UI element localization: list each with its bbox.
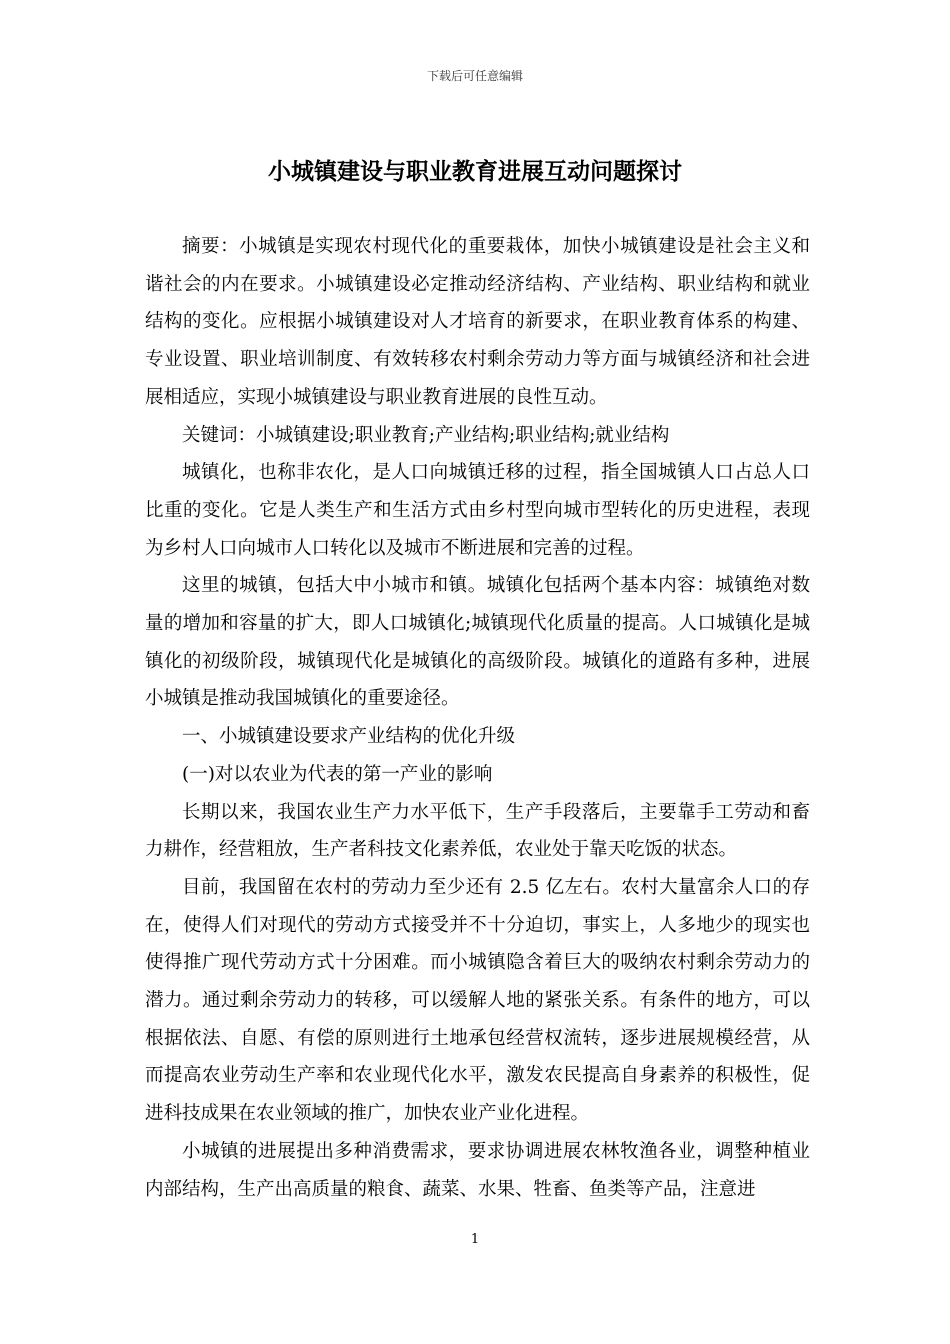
document-title: 小城镇建设与职业教育进展互动问题探讨 [268,158,682,185]
body-paragraph: 这里的城镇，包括大中小城市和镇。城镇化包括两个基本内容：城镇绝对数量的增加和容量的扩大，即人口城镇化;城镇现代化质量的提高。人口城镇化是城镇化的初级阶段，城镇现代化是城镇化的高级阶段。城镇化的道路有多种，进展小城镇是推动我国城镇化的重要途径。 [145,575,810,710]
subsection-heading: (一)对以农业为代表的第一产业的影响 [182,763,493,785]
keywords-paragraph: 关键词：小城镇建设;职业教育;产业结构;职业结构;就业结构 [182,424,670,446]
body-paragraph: 目前，我国留在农村的劳动力至少还有 2.5 亿左右。农村大量富余人口的存在，使得人们对现代的劳动方式接受并不十分迫切，事实上，人多地少的现实也使得推广现代劳动方式十分困难。而小城镇隐含着巨大的吸纳农村剩余劳动力的潜力。通过剩余劳动力的转移，可以缓解人地的紧张关系。有条件的地方，可以根据依法、自愿、有偿的原则进行土地承包经营权流转，逐步进展规模经营，从而提高农业劳动生产率和农业现代化水平，激发农民提高自身素养的积极性，促进科技成果在农业领域的推广，加快农业产业化进程。 [145,876,810,1125]
section-heading: 一、小城镇建设要求产业结构的优化升级 [182,726,516,748]
abstract-paragraph: 摘要：小城镇是实现农村现代化的重要栽体，加快小城镇建设是社会主义和谐社会的内在要求。小城镇建设必定推动经济结构、产业结构、职业结构和就业结构的变化。应根据小城镇建设对人才培育的新要求，在职业教育体系的构建、专业设置、职业培训制度、有效转移农村剩余劳动力等方面与城镇经济和社会进展相适应，实现小城镇建设与职业教育进展的良性互动。 [145,236,810,408]
body-paragraph: 长期以来，我国农业生产力水平低下，生产手段落后，主要靠手工劳动和畜力耕作，经营粗放，生产者科技文化素养低，农业处于靠天吃饭的状态。 [145,801,810,861]
body-paragraph: 城镇化，也称非农化，是人口向城镇迁移的过程，指全国城镇人口占总人口比重的变化。它是人类生产和生活方式由乡村型向城市型转化的历史进程，表现为乡村人口向城市人口转化以及城市不断进展和完善的过程。 [145,462,810,559]
header-note: 下载后可任意编辑 [426,69,523,83]
body-paragraph: 小城镇的进展提出多种消费需求，要求协调进展农林牧渔各业，调整种植业内部结构，生产出高质量的粮食、蔬菜、水果、牲畜、鱼类等产品，注意进 [145,1140,810,1200]
document-body [145,228,810,1208]
page-number: 1 [470,1232,480,1247]
